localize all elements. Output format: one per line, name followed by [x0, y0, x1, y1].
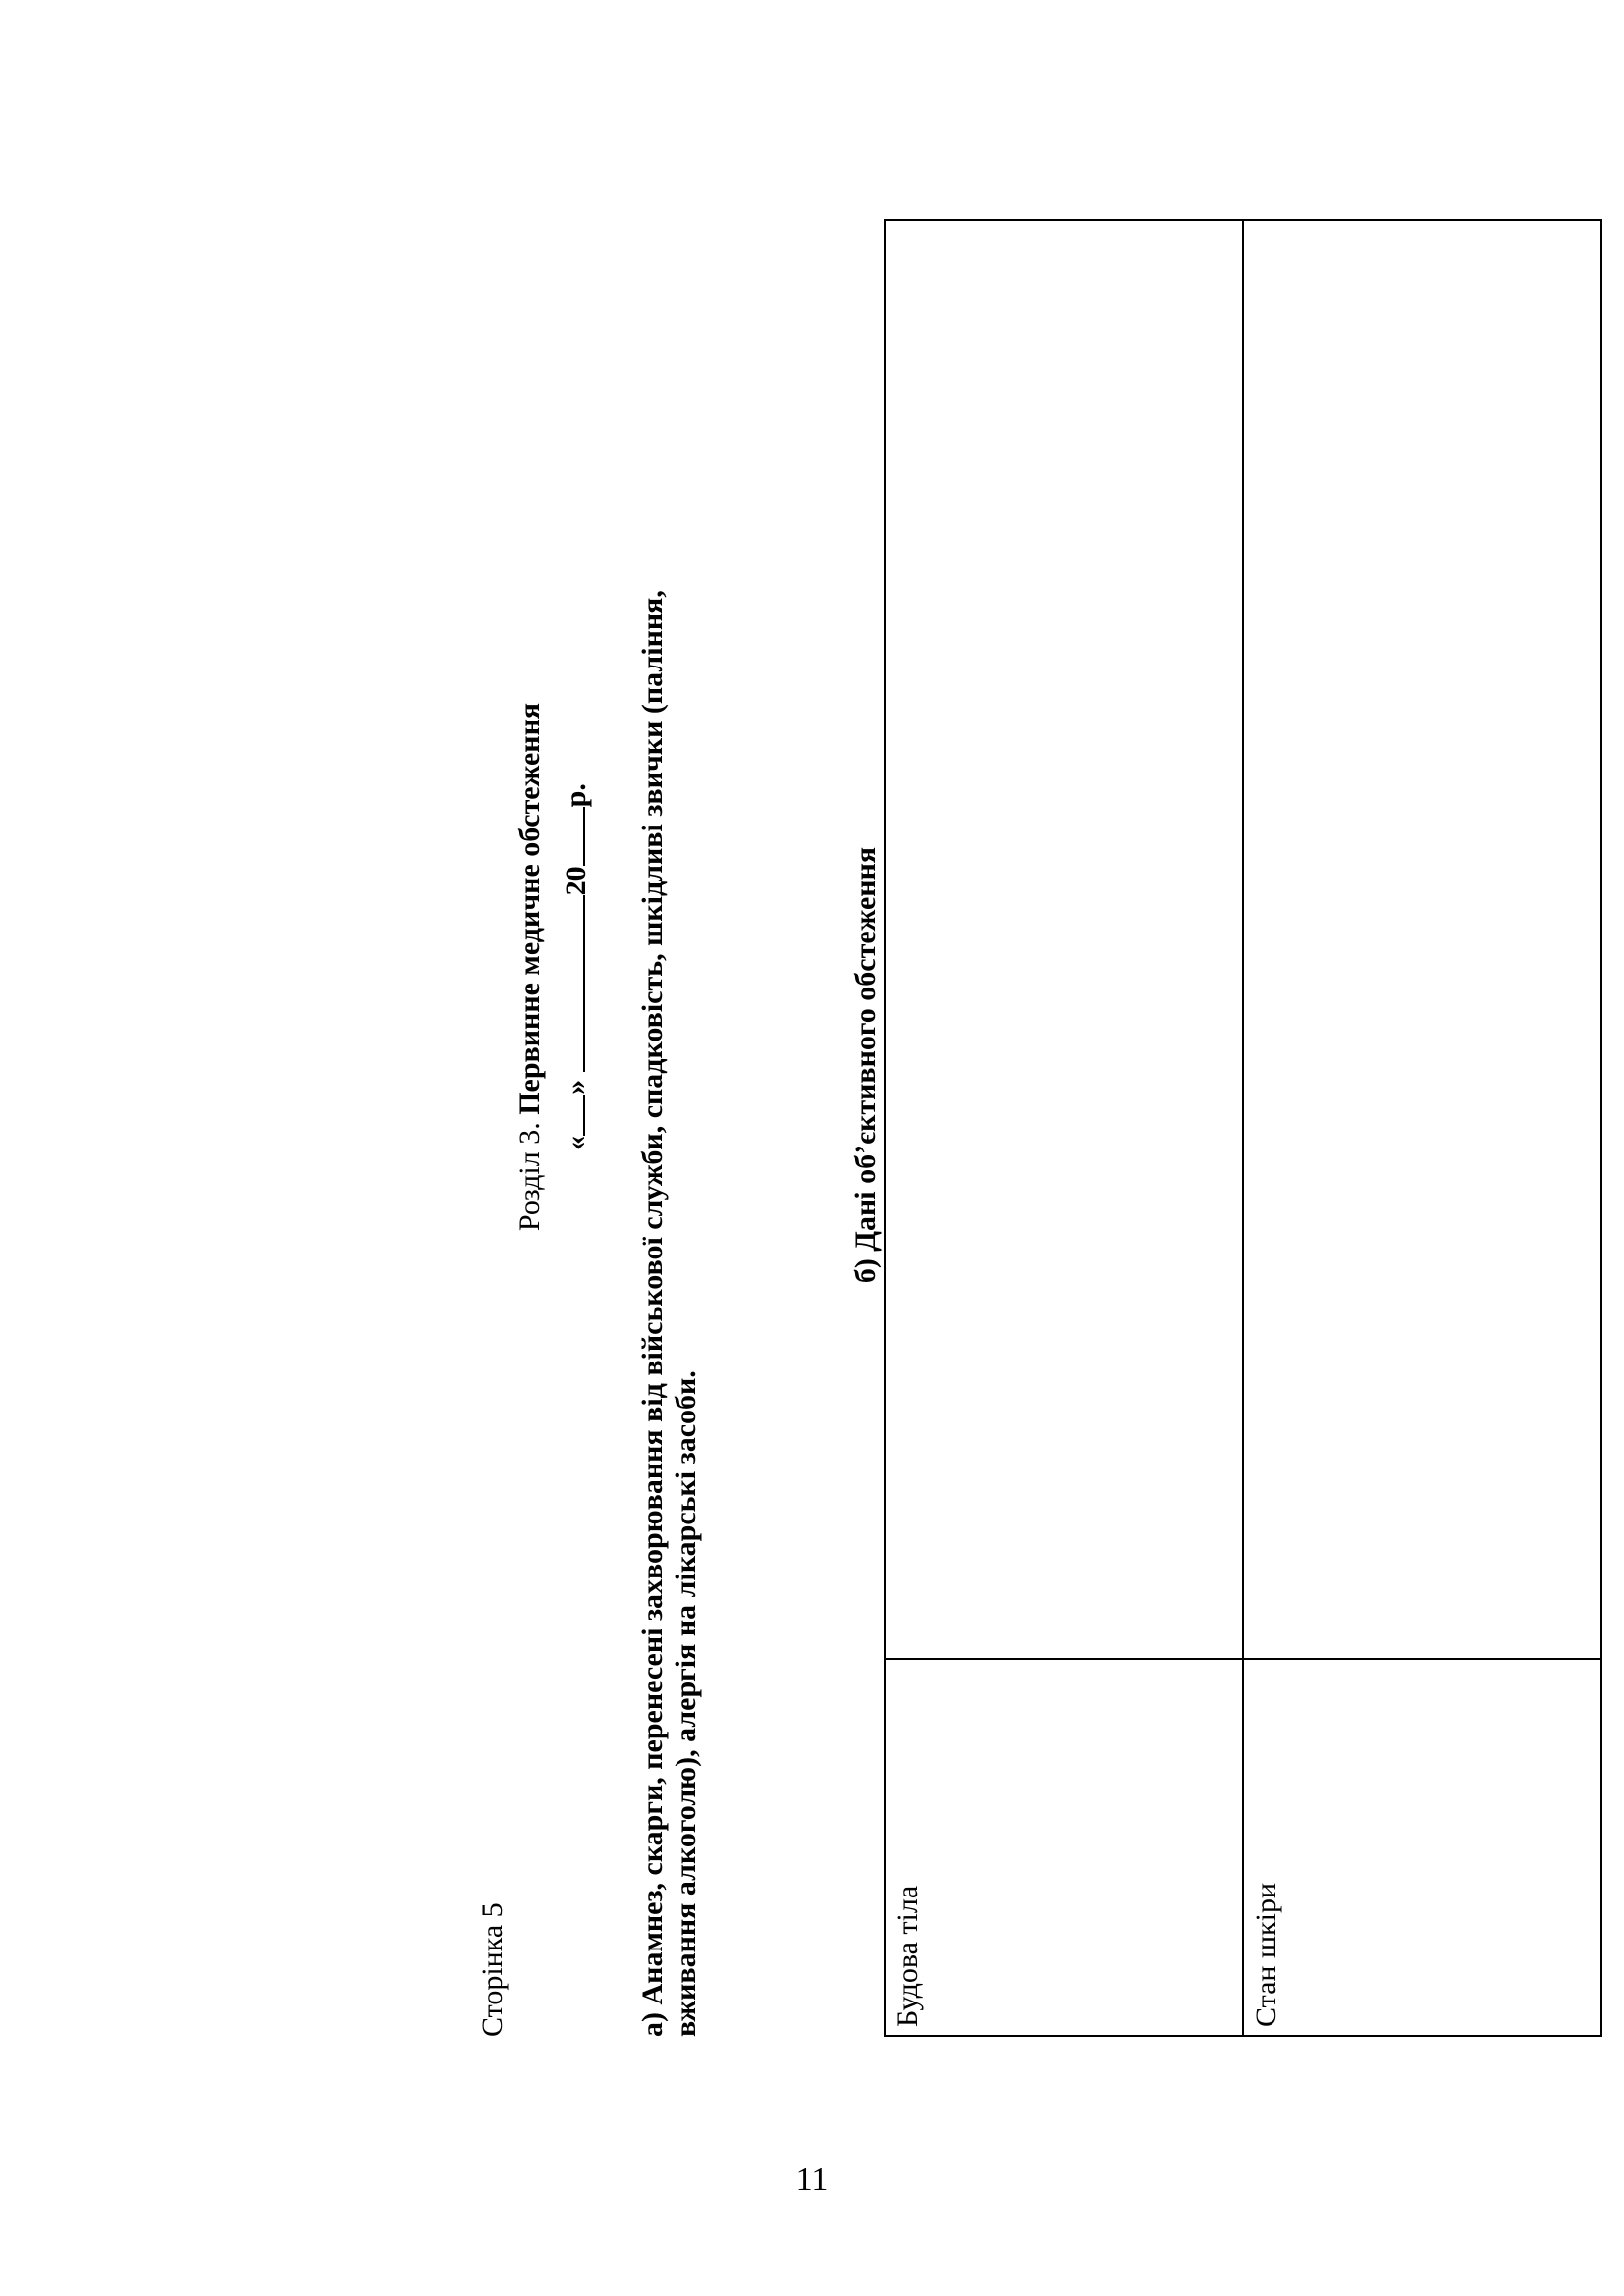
year-blank[interactable] — [560, 807, 585, 866]
exam-table — [884, 219, 1602, 2037]
exam-heading: б) Дані об’єктивного обстеження — [849, 846, 882, 1284]
section-prefix: Розділ 3. — [514, 1122, 546, 1232]
section-name: Первинне медичне обстеження — [514, 702, 546, 1115]
section-title — [514, 378, 547, 1556]
body-build-field[interactable] — [885, 220, 1243, 1659]
table-row — [885, 220, 1243, 2036]
page-number: 11 — [795, 2162, 829, 2198]
rotated-form-content — [295, 15, 1335, 2047]
date-line — [560, 378, 593, 1556]
skin-condition-field[interactable] — [1243, 220, 1601, 1659]
date-open-quote: « — [560, 1135, 592, 1150]
page-label: Сторінка 5 — [476, 1902, 509, 2037]
year-prefix: 20 — [560, 866, 592, 896]
day-blank[interactable] — [560, 1095, 585, 1136]
year-suffix: р. — [560, 783, 592, 808]
skin-condition-label: Стан шкіри — [1243, 1659, 1601, 2036]
anamnesis-heading: а) Анамнез, скарги, перенесені захворювання від військової служби, спадковість, шкідливі звички (паління, вживання алкоголю), алергія на лікарські засоби. — [636, 590, 702, 2037]
date-close-quote: » — [560, 1079, 592, 1095]
month-blank[interactable] — [560, 895, 585, 1072]
body-build-label: Будова тіла — [885, 1659, 1243, 2036]
table-row — [1243, 220, 1601, 2036]
